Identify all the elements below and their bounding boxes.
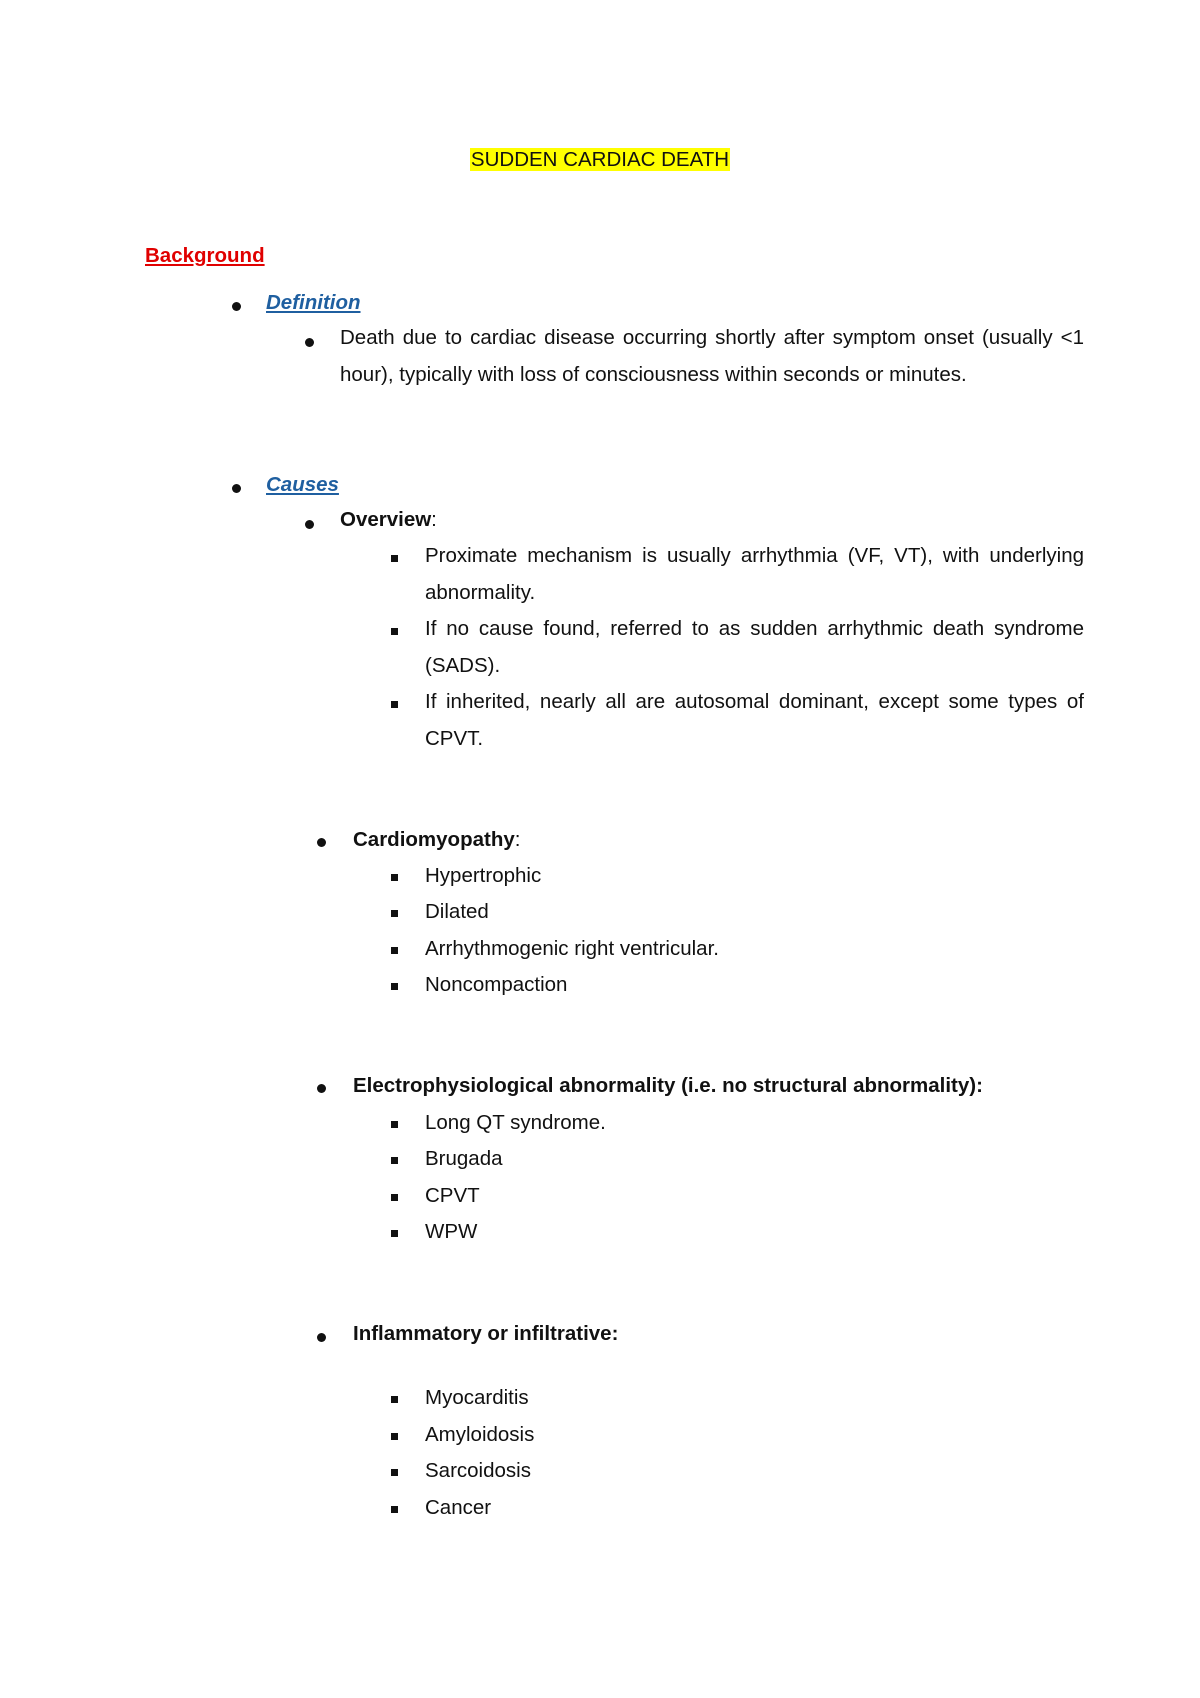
overview-item: Proximate mechanism is usually arrhythmia (VF, VT), with underlying abnormality.	[425, 544, 1084, 604]
bullet-dot-icon	[317, 838, 326, 847]
inflammatory-label: Inflammatory or infiltrative:	[353, 1322, 619, 1345]
overview-item: If no cause found, referred to as sudden arrhythmic death syndrome (SADS).	[425, 617, 1084, 677]
overview-label-suffix: :	[431, 508, 437, 531]
definition-heading: Definition	[266, 291, 361, 314]
inflammatory-item: Cancer	[425, 1496, 492, 1519]
bullet-square-icon	[391, 628, 398, 635]
bullet-square-icon	[391, 1194, 398, 1201]
title-highlight: SUDDEN CARDIAC DEATH	[470, 148, 730, 171]
cardiomyopathy-label-text: Cardiomyopathy	[353, 828, 515, 851]
bullet-dot-icon	[317, 1333, 326, 1342]
electrophysiological-item: WPW	[425, 1220, 478, 1243]
cardiomyopathy-item: Dilated	[425, 900, 489, 923]
inflammatory-item: Amyloidosis	[425, 1423, 535, 1446]
bullet-dot-icon	[305, 520, 314, 529]
bullet-square-icon	[391, 947, 398, 954]
bullet-square-icon	[391, 1396, 398, 1403]
causes-heading: Causes	[266, 473, 339, 496]
bullet-square-icon	[391, 701, 398, 708]
inflammatory-item: Myocarditis	[425, 1386, 529, 1409]
bullet-square-icon	[391, 1121, 398, 1128]
cardiomyopathy-item: Arrhythmogenic right ventricular.	[425, 937, 719, 960]
cardiomyopathy-item: Noncompaction	[425, 973, 568, 996]
bullet-square-icon	[391, 910, 398, 917]
inflammatory-item: Sarcoidosis	[425, 1459, 531, 1482]
bullet-square-icon	[391, 983, 398, 990]
definition-text: Death due to cardiac disease occurring shortly after symptom onset (usually <1 hour), typically with loss of consciousness within seconds or minutes.	[340, 326, 1084, 386]
bullet-square-icon	[391, 1433, 398, 1440]
overview-item: If inherited, nearly all are autosomal dominant, except some types of CPVT.	[425, 690, 1084, 750]
bullet-square-icon	[391, 1230, 398, 1237]
bullet-square-icon	[391, 1157, 398, 1164]
cardiomyopathy-item: Hypertrophic	[425, 864, 542, 887]
overview-label	[340, 502, 437, 539]
bullet-square-icon	[391, 874, 398, 881]
electrophysiological-item: CPVT	[425, 1184, 480, 1207]
bullet-square-icon	[391, 1469, 398, 1476]
bullet-square-icon	[391, 1506, 398, 1513]
document-title	[0, 148, 1200, 172]
overview-label-text: Overview	[340, 508, 432, 531]
bullet-dot-icon	[232, 302, 241, 311]
bullet-dot-icon	[232, 484, 241, 493]
electrophysiological-item: Long QT syndrome.	[425, 1111, 606, 1134]
background-heading: Background	[145, 244, 265, 267]
bullet-dot-icon	[317, 1084, 326, 1093]
cardiomyopathy-label-suffix: :	[514, 828, 521, 851]
bullet-square-icon	[391, 555, 398, 562]
electrophysiological-item: Brugada	[425, 1147, 503, 1170]
electrophysiological-label: Electrophysiological abnormality (i.e. no structural abnormality):	[353, 1074, 983, 1097]
cardiomyopathy-label	[353, 822, 520, 859]
bullet-dot-icon	[305, 338, 314, 347]
